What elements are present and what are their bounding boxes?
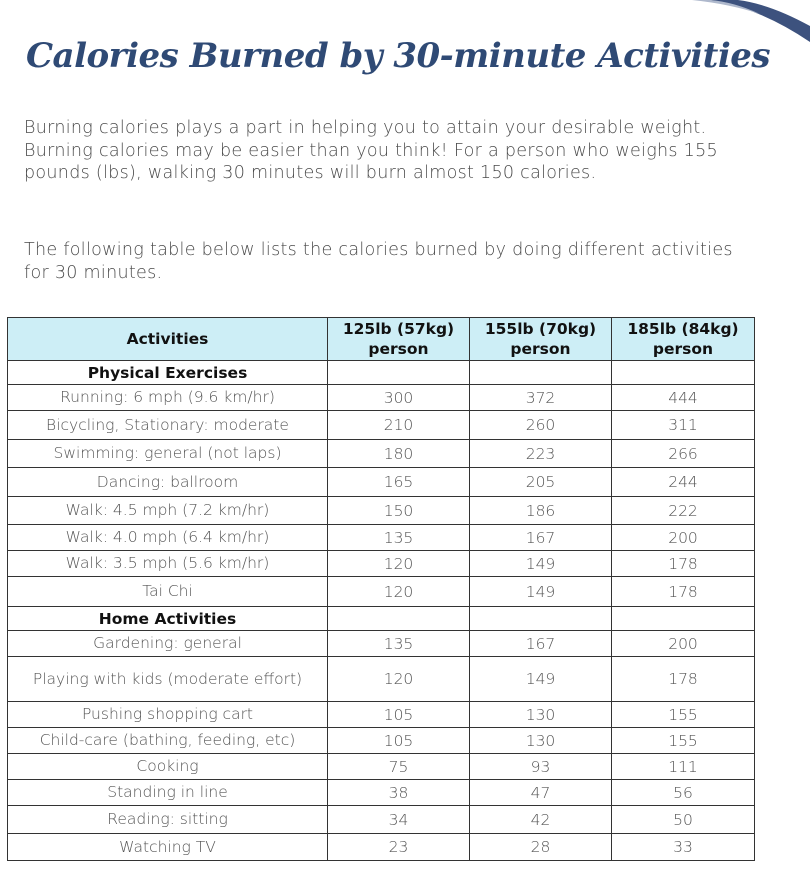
value-155lb-cell: 260 — [470, 411, 612, 440]
value-155lb-cell: 167 — [470, 631, 612, 657]
table-row — [8, 631, 755, 657]
calories-table — [7, 317, 755, 861]
value-125lb-cell: 210 — [328, 411, 470, 440]
table-row — [8, 497, 755, 525]
value-185lb-cell: 244 — [612, 468, 755, 497]
value-155lb-cell: 167 — [470, 525, 612, 551]
table-row — [8, 728, 755, 754]
header-185lb: 185lb (84kg) person — [612, 318, 755, 361]
table-row — [8, 780, 755, 806]
value-125lb-cell: 105 — [328, 702, 470, 728]
value-185lb-cell: 200 — [612, 525, 755, 551]
empty-cell — [612, 361, 755, 385]
activity-cell: Playing with kids (moderate effort) — [8, 657, 328, 702]
table-row — [8, 440, 755, 468]
activity-cell: Standing in line — [8, 780, 328, 806]
value-125lb-cell: 300 — [328, 385, 470, 411]
value-155lb-cell: 130 — [470, 728, 612, 754]
value-155lb-cell: 28 — [470, 834, 612, 861]
header-activities: Activities — [8, 318, 328, 361]
value-185lb-cell: 178 — [612, 657, 755, 702]
table-row — [8, 702, 755, 728]
table-row — [8, 551, 755, 577]
value-185lb-cell: 155 — [612, 702, 755, 728]
table-row — [8, 385, 755, 411]
value-125lb-cell: 135 — [328, 631, 470, 657]
section-title: Physical Exercises — [8, 361, 328, 385]
section-header-row — [8, 607, 755, 631]
value-185lb-cell: 266 — [612, 440, 755, 468]
header-155lb: 155lb (70kg) person — [470, 318, 612, 361]
table-row — [8, 525, 755, 551]
activity-cell: Cooking — [8, 754, 328, 780]
activity-cell: Tai Chi — [8, 577, 328, 607]
activity-cell: Bicycling, Stationary: moderate — [8, 411, 328, 440]
value-185lb-cell: 178 — [612, 577, 755, 607]
table-intro-paragraph: The following table below lists the calories burned by doing different activities for 30 minutes. — [24, 240, 733, 283]
value-125lb-cell: 135 — [328, 525, 470, 551]
empty-cell — [328, 361, 470, 385]
activity-cell: Running: 6 mph (9.6 km/hr) — [8, 385, 328, 411]
value-125lb-cell: 75 — [328, 754, 470, 780]
table-row — [8, 806, 755, 834]
value-185lb-cell: 50 — [612, 806, 755, 834]
value-125lb-cell: 38 — [328, 780, 470, 806]
value-155lb-cell: 186 — [470, 497, 612, 525]
activity-cell: Reading: sitting — [8, 806, 328, 834]
value-125lb-cell: 120 — [328, 577, 470, 607]
value-125lb-cell: 120 — [328, 551, 470, 577]
empty-cell — [470, 607, 612, 631]
activity-cell: Dancing: ballroom — [8, 468, 328, 497]
activity-cell: Child-care (bathing, feeding, etc) — [8, 728, 328, 754]
value-185lb-cell: 222 — [612, 497, 755, 525]
value-155lb-cell: 149 — [470, 551, 612, 577]
value-155lb-cell: 130 — [470, 702, 612, 728]
value-185lb-cell: 111 — [612, 754, 755, 780]
value-125lb-cell: 165 — [328, 468, 470, 497]
header-125lb: 125lb (57kg) person — [328, 318, 470, 361]
section-title: Home Activities — [8, 607, 328, 631]
empty-cell — [470, 361, 612, 385]
activity-cell: Gardening: general — [8, 631, 328, 657]
value-125lb-cell: 105 — [328, 728, 470, 754]
value-155lb-cell: 93 — [470, 754, 612, 780]
value-155lb-cell: 149 — [470, 577, 612, 607]
table-row — [8, 834, 755, 861]
value-185lb-cell: 33 — [612, 834, 755, 861]
value-155lb-cell: 149 — [470, 657, 612, 702]
value-185lb-cell: 311 — [612, 411, 755, 440]
activity-cell: Watching TV — [8, 834, 328, 861]
value-155lb-cell: 372 — [470, 385, 612, 411]
table-row — [8, 754, 755, 780]
value-185lb-cell: 56 — [612, 780, 755, 806]
page-title: Calories Burned by 30-minute Activities — [26, 36, 771, 76]
empty-cell — [612, 607, 755, 631]
section-header-row — [8, 361, 755, 385]
table-row — [8, 657, 755, 702]
value-155lb-cell: 42 — [470, 806, 612, 834]
table-row — [8, 577, 755, 607]
value-185lb-cell: 155 — [612, 728, 755, 754]
intro-paragraph: Burning calories plays a part in helping you to attain your desirable weight. Burning calories may be easier than you think! For a person who weighs 155 pounds (lbs), walking 30 minutes will burn almost 150 calories. — [24, 118, 718, 183]
value-125lb-cell: 120 — [328, 657, 470, 702]
table-header-row — [8, 318, 755, 361]
activity-cell: Pushing shopping cart — [8, 702, 328, 728]
value-185lb-cell: 178 — [612, 551, 755, 577]
table-body — [8, 361, 755, 861]
table-row — [8, 468, 755, 497]
value-155lb-cell: 223 — [470, 440, 612, 468]
table-row — [8, 411, 755, 440]
value-125lb-cell: 23 — [328, 834, 470, 861]
value-155lb-cell: 47 — [470, 780, 612, 806]
activity-cell: Walk: 4.0 mph (6.4 km/hr) — [8, 525, 328, 551]
activity-cell: Walk: 4.5 mph (7.2 km/hr) — [8, 497, 328, 525]
value-125lb-cell: 150 — [328, 497, 470, 525]
empty-cell — [328, 607, 470, 631]
activity-cell: Walk: 3.5 mph (5.6 km/hr) — [8, 551, 328, 577]
value-125lb-cell: 180 — [328, 440, 470, 468]
value-185lb-cell: 444 — [612, 385, 755, 411]
value-155lb-cell: 205 — [470, 468, 612, 497]
activity-cell: Swimming: general (not laps) — [8, 440, 328, 468]
value-125lb-cell: 34 — [328, 806, 470, 834]
value-185lb-cell: 200 — [612, 631, 755, 657]
